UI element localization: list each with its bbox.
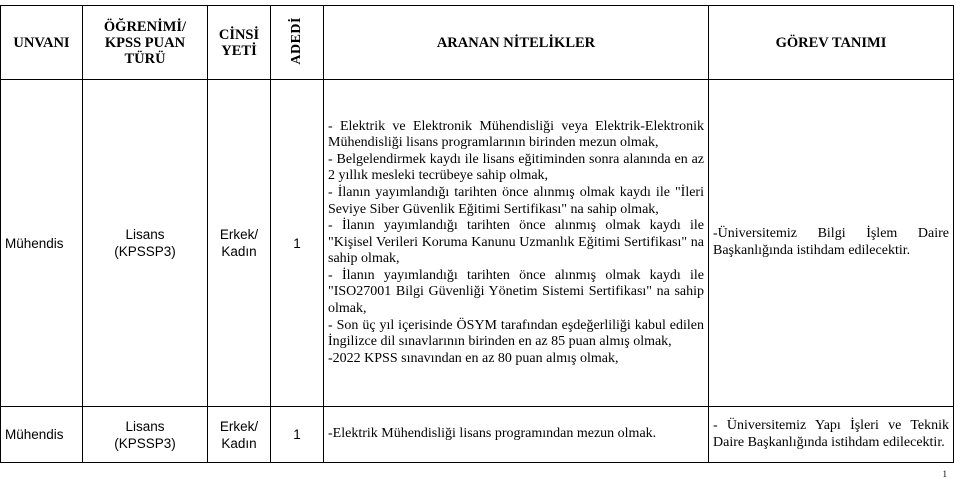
header-ogrenim: ÖĞRENİMİ/ KPSS PUAN TÜRÜ <box>83 6 208 80</box>
cell-unvan: Mühendis <box>1 80 83 407</box>
cell-nitelikler <box>324 407 709 463</box>
table-row <box>1 407 954 463</box>
qualification-item: - Elektrik ve Elektronik Mühendisliği veya Elektrik-Elektronik Mühendisliği lisans programlarının birinden mezun olmak, <box>328 118 704 151</box>
qualification-item: -2022 KPSS sınavından en az 80 puan almış olmak, <box>328 350 619 366</box>
qualification-item: - Belgelendirmek kaydı ile lisans eğitiminden sonra alanında en az 2 yıllık mesleki tecrübeye sahip olmak, <box>328 151 704 184</box>
header-nitelikler: ARANAN NİTELİKLER <box>324 6 709 80</box>
table-row <box>1 80 954 407</box>
qualification-item: - İlanın yayımlandığı tarihten önce alınmış olmak kaydı ile "İleri Seviye Siber Güvenlik Eğitimi Sertifikası" na sahip olmak, <box>328 184 704 217</box>
header-gorev: GÖREV TANIMI <box>709 6 954 80</box>
cell-gorev: - Üniversitemiz Yapı İşleri ve Teknik Daire Başkanlığında istihdam edilecektir. <box>709 407 954 463</box>
cell-cinsiyet: Erkek/ Kadın <box>208 80 271 407</box>
cell-adet: 1 <box>271 80 324 407</box>
cell-ogrenim: Lisans (KPSSP3) <box>83 407 208 463</box>
cell-cinsiyet: Erkek/ Kadın <box>208 407 271 463</box>
page-number: 1 <box>942 469 947 479</box>
qualification-item: -Elektrik Mühendisliği lisans programından mezun olmak. <box>328 426 657 442</box>
cell-unvan: Mühendis <box>1 407 83 463</box>
cell-adet: 1 <box>271 407 324 463</box>
cell-gorev: -Üniversitemiz Bilgi İşlem Daire Başkanlığında istihdam edilecektir. <box>709 80 954 407</box>
header-row <box>1 6 954 80</box>
cell-ogrenim: Lisans (KPSSP3) <box>83 80 208 407</box>
qualification-item: - İlanın yayımlandığı tarihten önce alınmış olmak kaydı ile "ISO27001 Bilgi Güvenliği Yönetim Sistemi Sertifikası" na sahip olmak, <box>328 267 704 317</box>
qualification-item: - İlanın yayımlandığı tarihten önce alınmış olmak kaydı ile "Kişisel Verileri Koruma Kanunu Uzmanlık Eğitimi Sertifikası" na sahip olmak, <box>328 218 704 267</box>
job-table <box>0 5 954 463</box>
cell-nitelikler <box>324 80 709 407</box>
header-cinsiyet: CİNSİ YETİ <box>208 6 271 80</box>
header-unvan: UNVANI <box>1 6 83 80</box>
header-adedi: ADEDİ <box>271 6 324 80</box>
qualification-item: - Son üç yıl içerisinde ÖSYM tarafından eşdeğerliliği kabul edilen İngilizce dil sınavlarının birinden en az 85 puan almış olmak, <box>328 317 704 350</box>
